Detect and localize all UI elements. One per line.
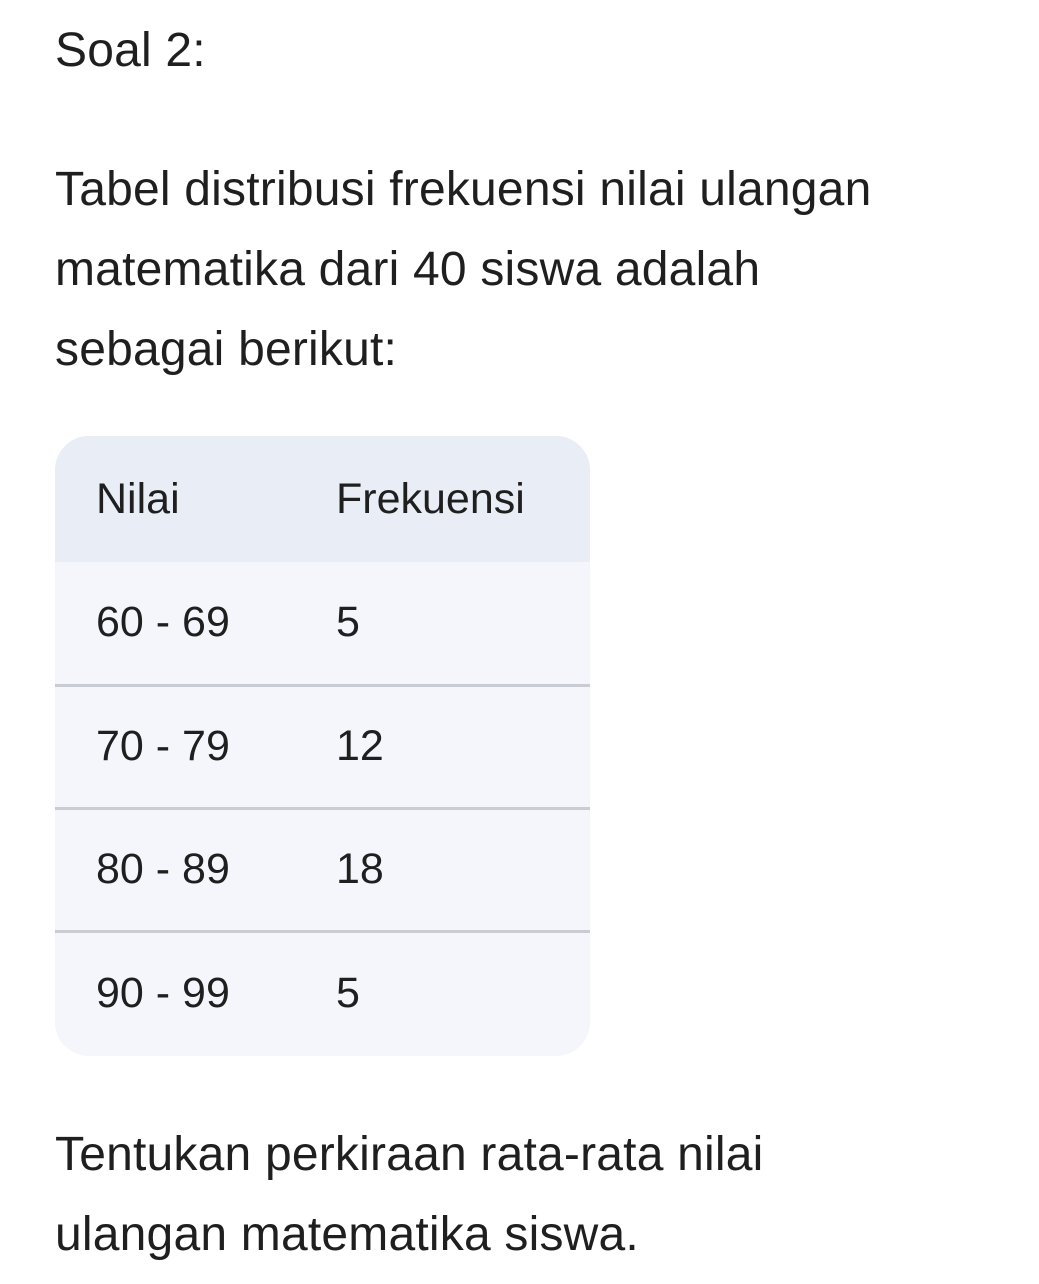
intro-line: matematika dari 40 siswa adalah — [55, 243, 761, 296]
question-line: ulangan matematika siswa. — [55, 1208, 639, 1261]
table-row — [55, 562, 590, 685]
cell-nilai: 60 - 69 — [96, 598, 230, 647]
table-header-row — [55, 436, 590, 562]
table-row — [55, 685, 590, 808]
frequency-table-container — [55, 436, 590, 1056]
question-line: Tentukan perkiraan rata-rata nilai — [55, 1128, 764, 1181]
table-body — [55, 562, 590, 1054]
intro-paragraph — [55, 150, 995, 390]
table-header — [55, 436, 590, 562]
problem-content — [55, 0, 995, 390]
cell-nilai: 70 - 79 — [55, 685, 336, 808]
frequency-table — [55, 436, 590, 1054]
cell-frekuensi: 18 — [336, 808, 590, 931]
intro-line: Tabel distribusi frekuensi nilai ulangan — [55, 163, 872, 216]
cell-nilai: 90 - 99 — [55, 931, 336, 1054]
header-nilai: Nilai — [96, 474, 180, 523]
table-row — [55, 808, 590, 931]
cell-frekuensi: 5 — [336, 598, 360, 647]
cell-frekuensi: 12 — [336, 685, 590, 808]
problem-heading: Soal 2: — [55, 24, 206, 77]
cell-nilai: 80 - 89 — [55, 808, 336, 931]
cell-frekuensi: 5 — [336, 931, 590, 1054]
question-paragraph — [55, 1115, 995, 1275]
header-frekuensi: Frekuensi — [336, 474, 525, 523]
intro-line: sebagai berikut: — [55, 323, 398, 376]
table-row — [55, 931, 590, 1054]
